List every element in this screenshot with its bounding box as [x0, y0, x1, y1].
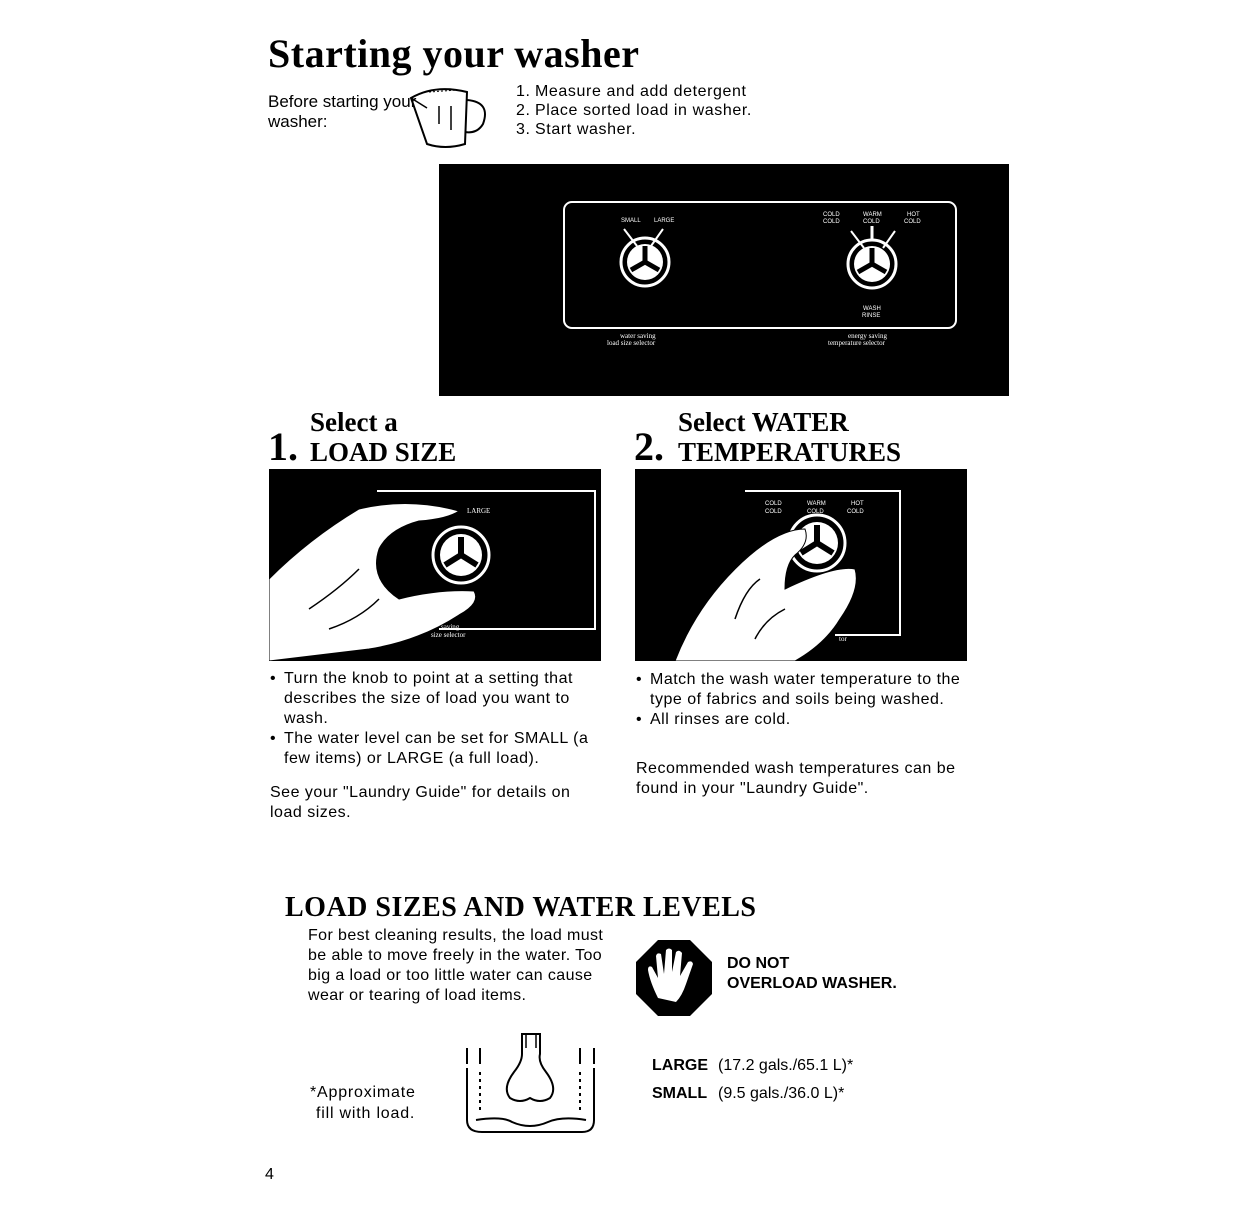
section-2-title-line2: TEMPERATURES — [678, 437, 902, 467]
page-number: 4 — [265, 1166, 274, 1183]
temperature-photo — [635, 469, 967, 661]
water-level-small: SMALL (9.5 gals./36.0 L)* — [652, 1085, 845, 1102]
water-level-large: LARGE (17.2 gals./65.1 L)* — [652, 1057, 854, 1074]
panel-rinse-label: RINSE — [862, 313, 881, 319]
approx-line: fill with load. — [316, 1105, 416, 1122]
panel-temp-label: COLD — [823, 219, 840, 225]
bullet-item: • Match the wash water temperature to the type of fabrics and soils being washed. — [636, 671, 961, 708]
bullet-item: • The water level can be set for SMALL (a few items) or LARGE (a full load). — [270, 730, 589, 767]
photo-temp-label: WARM — [807, 501, 826, 507]
steps-list — [516, 82, 752, 139]
photo-temp-label: COLD — [807, 509, 824, 515]
washer-tub-diagram — [462, 1028, 602, 1136]
section-1-note: See your "Laundry Guide" for details on load sizes. — [270, 784, 571, 821]
panel-bottom-label: load size selector — [607, 339, 656, 347]
step-item: 1. Measure and add detergent — [516, 83, 747, 100]
page-title: Starting your washer — [268, 31, 640, 76]
photo-large-label: LARGE — [467, 507, 491, 515]
panel-small-label: SMALL — [621, 218, 641, 224]
section-2-note: Recommended wash temperatures can be found in your "Laundry Guide". — [636, 760, 956, 797]
load-size-photo — [269, 469, 601, 661]
photo-temp-label: COLD — [765, 501, 782, 507]
panel-temp-label: HOT — [907, 212, 920, 218]
photo-temp-label: COLD — [847, 509, 864, 515]
panel-bottom-label: water saving — [620, 332, 656, 340]
panel-temp-label: WARM — [863, 212, 882, 218]
load-size-knob — [621, 229, 669, 286]
before-starting-label: Before starting your washer: — [268, 92, 417, 131]
temperature-knob — [848, 226, 896, 288]
load-sizes-text: For best cleaning results, the load must be able to move freely in the water. Too big a load or too little water can cause wear or tearing of load items. — [308, 927, 604, 1004]
section-1-bullets — [268, 669, 598, 769]
panel-wash-label: WASH — [863, 306, 881, 312]
section-2-bullets — [634, 670, 974, 730]
measuring-cup-icon — [405, 84, 497, 150]
section-2-number: 2. — [634, 424, 664, 469]
warning-line: OVERLOAD WASHER. — [727, 975, 897, 992]
control-panel-image — [439, 164, 1009, 396]
approximate-note — [310, 1082, 416, 1124]
section-1-title-line1: Select a — [310, 407, 398, 437]
panel-large-label: LARGE — [654, 218, 675, 224]
section-1-number: 1. — [268, 424, 298, 469]
water-levels — [652, 1052, 853, 1108]
panel-temp-label: COLD — [823, 212, 840, 218]
warning-line: DO NOT — [727, 955, 790, 972]
bullet-item: • All rinses are cold. — [636, 711, 791, 728]
hand-turning-knob-drawing — [269, 469, 601, 661]
section-1-title-line2: LOAD SIZE — [310, 437, 457, 467]
stop-hand-icon — [636, 940, 712, 1016]
load-sizes-title: LOAD SIZES AND WATER LEVELS — [285, 892, 757, 923]
overload-warning — [727, 954, 897, 994]
photo-label: tor — [839, 635, 847, 643]
bullet-item: • Turn the knob to point at a setting that describes the size of load you want to wash. — [270, 670, 573, 727]
control-panel-drawing — [439, 164, 1009, 396]
step-item: 2. Place sorted load in washer. — [516, 102, 752, 119]
step-item: 3. Start washer. — [516, 121, 637, 138]
photo-label: saving — [441, 623, 460, 631]
photo-label: size selector — [431, 631, 466, 639]
panel-bottom-label: temperature selector — [828, 339, 885, 347]
photo-temp-label: HOT — [851, 501, 864, 507]
panel-temp-label: COLD — [863, 219, 880, 225]
approx-line: *Approximate — [310, 1084, 416, 1101]
panel-bottom-label: energy saving — [848, 332, 887, 340]
section-2-title-line1: Select WATER — [678, 407, 849, 437]
photo-temp-label: COLD — [765, 509, 782, 515]
panel-temp-label: COLD — [904, 219, 921, 225]
hand-turning-knob-drawing — [635, 469, 967, 661]
